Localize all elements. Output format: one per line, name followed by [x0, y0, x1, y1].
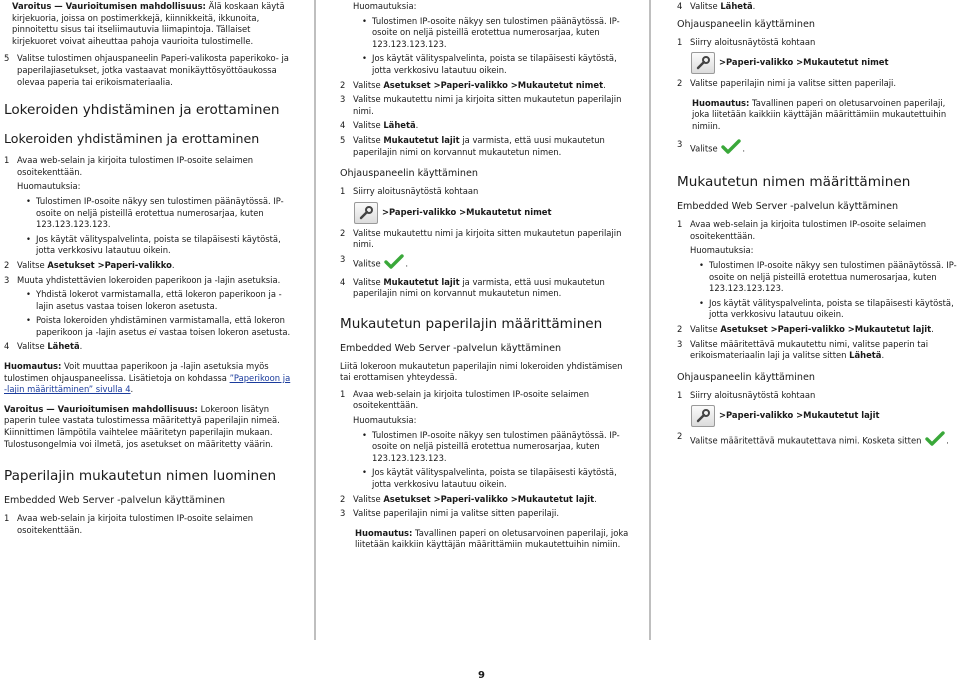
step-text-end: .: [931, 323, 934, 334]
step-text: Valitse: [353, 120, 384, 131]
menu-path: Asetukset >Paperi-valikko >Mukautetut lajit: [720, 323, 932, 334]
intro-text: Liitä lokeroon mukautetun paperilajin nimi lokeroiden yhdistämisen tai erottamisen yhteydessä.: [340, 360, 623, 383]
step-3: [677, 339, 957, 362]
menu-path: Asetukset >Paperi-valikko >Mukautetut lajit: [383, 493, 595, 504]
step-text: Valitse paperilajin nimi ja valitse sitten paperilaji.: [690, 78, 897, 89]
step-number: 5: [340, 134, 346, 145]
subheading-ews: Embedded Web Server -palvelun käyttäminen: [677, 201, 899, 213]
wrench-icon[interactable]: [691, 405, 715, 427]
step-text: Siirry aloitusnäytöstä kohtaan: [353, 186, 479, 197]
cross-reference-link[interactable]: ”Paperikoon ja -lajin määrittäminen” sivulla 4: [4, 372, 291, 395]
menu-label: Mukautetut lajit: [383, 134, 460, 145]
step-4: [677, 1, 957, 13]
step-text: Valitse: [353, 258, 381, 269]
note-bullet-proxy: • Jos käytät välityspalvelinta, poista se tilapäisesti käytöstä, jotta verkkosivu latautuu oikein.: [4, 234, 294, 257]
step-number: 1: [4, 155, 10, 166]
note-bullet-proxy: • Jos käytät välityspalvelinta, poista se tilapäisesti käytöstä, jotta verkkosivu latautuu oikein.: [340, 467, 630, 490]
step-2: [4, 260, 294, 272]
section-heading-custom-name: Paperilajin mukautetun nimen luominen: [4, 468, 277, 485]
step-text: Valitse: [353, 493, 384, 504]
step-text: Valitse määritettävä mukautettava nimi. Kosketa sitten: [690, 435, 922, 446]
step-number: 3: [340, 253, 346, 264]
notes-label: Huomautuksia:: [690, 245, 754, 256]
bullet-unlink-trays: [4, 315, 294, 338]
column-1: [4, 0, 294, 539]
column-divider-left: [314, 0, 316, 640]
step-1: [340, 186, 630, 198]
step-text: Siirry aloitusnäytöstä kohtaan: [690, 36, 816, 47]
step-text-end: ja varmista, että uusi mukautetun paperilajin nimi on korvannut mukautetun nimen.: [353, 134, 605, 157]
menu-path: >Paperi-valikko >Mukautetut nimet: [719, 57, 889, 68]
note-bullet-proxy: • Jos käytät välityspalvelinta, poista se tilapäisesti käytöstä, jotta verkkosivu latautuu oikein.: [677, 298, 957, 321]
caution-envelopes: [12, 1, 294, 47]
note-bullet-ip: • Tulostimen IP-osoite näkyy sen tulostimen päänäytössä. IP-osoite on neljä pisteillä erotettua numerosarjaa, kuten 123.123.123.123.: [340, 430, 630, 465]
checkmark-icon[interactable]: [924, 431, 946, 451]
step-number: 4: [4, 341, 10, 352]
step-number: 4: [677, 1, 683, 11]
step-2: [340, 80, 630, 92]
step-number: 1: [4, 513, 10, 524]
step-number: 4: [340, 120, 346, 131]
step-text: Valitse määritettävä mukautettu nimi, valitse paperin tai erikoismateriaalin laji ja valitse sitten: [690, 338, 929, 361]
note-text: Tavallinen paperi on oletusarvoinen paperilaji, joka liitetään kaikkiin käyttäjän määrittämiin mukautettuihin nimiin.: [692, 97, 947, 131]
step-text-end: .: [415, 120, 419, 131]
note-label: Huomautus:: [355, 527, 413, 538]
page-number: 9: [478, 670, 485, 681]
step-text: Valitse: [690, 323, 721, 334]
step-number: 2: [340, 227, 346, 238]
menu-path: >Paperi-valikko >Mukautetut lajit: [719, 410, 880, 421]
checkmark-icon[interactable]: [720, 139, 742, 159]
step-1: [677, 390, 957, 402]
submit-label: Lähetä: [47, 341, 80, 352]
notes-label: Huomautuksia:: [17, 181, 81, 192]
caution-text: Älä koskaan käytä kirjekuoria, joissa on postimerkkejä, kiinnikkeitä, ikkunoita, pinnoitettu sisus tai itseliimautuvia liimapintoja. Tällaiset kirjekuoret voivat aiheuttaa pahoja vaurioita tulostimelle.: [12, 1, 285, 46]
step-2: [340, 228, 630, 251]
menu-path-row: [340, 202, 630, 224]
step-4: [340, 120, 630, 132]
step-4: [340, 277, 630, 300]
step-text-end: .: [603, 79, 606, 90]
step-text: Valitse tulostimen ohjauspaneelin Paperi-valikosta paperikoko- ja paperilajiasetukset, jotka vastaavat monikäyttösyöttöaukossa olevaa paperia tai erikoismateriaalia.: [17, 53, 289, 87]
step-number: 1: [677, 389, 683, 400]
note-text: Voit muuttaa paperikoon ja -lajin asetuksia myös tulostimen ohjauspaneelissa. Lisätietoja on kohdassa: [4, 361, 269, 383]
step-1: [340, 389, 630, 412]
subheading-control-panel: Ohjauspaneelin käyttäminen: [677, 18, 815, 30]
section-heading-custom-name: Mukautetun nimen määrittäminen: [677, 174, 911, 191]
submit-label: Lähetä: [383, 120, 416, 131]
note-control-panel: [4, 361, 294, 396]
step-number: 1: [340, 388, 346, 399]
step-number: 1: [677, 219, 683, 230]
step-number: 2: [340, 79, 346, 90]
step-number: 2: [677, 323, 683, 334]
step-number: 3: [677, 138, 683, 149]
step-number: 2: [340, 493, 346, 504]
bullet-text: Poista lokeroiden yhdistäminen varmistamalla, että lokeron paperikoon ja -lajin asetus: [36, 315, 285, 337]
menu-path: >Paperi-valikko >Mukautetut nimet: [382, 206, 552, 217]
note-text: Tavallinen paperi on oletusarvoinen paperilaji, joka liitetään kaikkiin käyttäjän määrittämiin mukautettuihin nimiin.: [355, 527, 629, 550]
step-3: [340, 94, 630, 117]
step-text-end: .: [171, 259, 175, 270]
section-heading-assign-type: Mukautetun paperilajin määrittäminen: [340, 315, 603, 332]
submit-label: Lähetä: [849, 350, 882, 361]
step-text: Valitse: [17, 341, 48, 352]
step-4: [4, 341, 294, 353]
step-text: Avaa web-selain ja kirjoita tulostimen IP-osoite selaimen osoitekenttään.: [353, 388, 590, 411]
step-number: 3: [340, 508, 346, 519]
step-2: [677, 431, 957, 451]
step-text: Siirry aloitusnäytöstä kohtaan: [690, 389, 816, 400]
subheading-control-panel: Ohjauspaneelin käyttäminen: [340, 168, 478, 180]
wrench-icon[interactable]: [691, 52, 715, 74]
column-divider-right: [649, 0, 651, 640]
step-text: Valitse mukautettu nimi ja kirjoita sitten mukautetun paperilajin nimi.: [353, 227, 622, 250]
step-3: [340, 254, 630, 274]
step-3: [4, 275, 294, 287]
notes-label: Huomautuksia:: [353, 415, 417, 426]
step-text: Avaa web-selain ja kirjoita tulostimen IP-osoite selaimen osoitekenttään.: [690, 219, 927, 241]
subheading-ews: Embedded Web Server -palvelun käyttäminen: [4, 495, 226, 507]
step-number: 3: [340, 94, 346, 105]
step-3: [340, 508, 630, 520]
step-1: [677, 37, 957, 49]
step-text: Valitse: [353, 276, 384, 287]
wrench-icon[interactable]: [354, 202, 378, 224]
step-text: Valitse: [690, 1, 721, 11]
step-number: 2: [4, 259, 10, 270]
step-1: [677, 219, 957, 242]
step-text-end: .: [881, 350, 885, 361]
step-text-end: .: [752, 1, 756, 11]
step-text-end: .: [946, 435, 949, 446]
step-text-end: .: [405, 258, 409, 269]
step-text: Avaa web-selain ja kirjoita tulostimen IP-osoite selaimen osoitekenttään.: [17, 513, 254, 535]
subheading-control-panel: Ohjauspaneelin käyttäminen: [677, 371, 815, 383]
emphasis: ei: [148, 326, 157, 337]
step-text-end: .: [742, 142, 746, 153]
note-bullet-ip: • Tulostimen IP-osoite näkyy sen tulostimen päänäytössä. IP-osoite on neljä pisteillä erotettua numerosarjaa, kuten 123.123.123.123.: [677, 260, 957, 295]
checkmark-icon[interactable]: [383, 254, 405, 274]
note-plain-paper: [355, 528, 630, 551]
step-number: 2: [677, 78, 683, 89]
step-number: 3: [4, 274, 10, 285]
step-2: [677, 324, 957, 336]
menu-path: Asetukset >Paperi-valikko >Mukautetut nimet: [383, 79, 604, 90]
bullet-link-trays: • Yhdistä lokerot varmistamalla, että lokeron paperikoon ja -lajin asetus vastaa toisen lokeron asetusta.: [4, 289, 294, 312]
step-text: Valitse: [17, 259, 48, 270]
step-text: Muuta yhdistettävien lokeroiden paperikoon ja -lajin asetuksia.: [17, 274, 281, 285]
step-text-end: .: [79, 341, 83, 352]
menu-path-row: [677, 405, 957, 427]
column-2: [340, 0, 630, 557]
step-5: [340, 135, 630, 158]
step-text: Avaa web-selain ja kirjoita tulostimen IP-osoite selaimen osoitekenttään.: [17, 155, 254, 177]
step-number: 4: [340, 276, 346, 287]
menu-label: Mukautetut lajit: [383, 276, 460, 287]
subheading-ews: Embedded Web Server -palvelun käyttäminen: [340, 342, 562, 354]
step-text: Valitse: [353, 134, 384, 145]
caution-text: Lokeroon lisätyn paperin tulee vastata tulostimessa määritettyä paperilajin nimeä. Kiinnittimen lämpötila vaihtelee määritetyn paperilajin mukaan. Tulostusongelmia voi ilmetä, jos asetukset on määritetty väärin.: [4, 403, 280, 449]
caution-paper-type: [4, 404, 294, 450]
caution-label: Varoitus — Vaurioitumisen mahdollisuus:: [4, 403, 198, 414]
step-text-end: .: [594, 493, 597, 504]
step-text: Valitse paperilajin nimi ja valitse sitten paperilaji.: [353, 508, 560, 519]
step-2: [677, 78, 957, 90]
bullet-text-end: vastaa toisen lokeron asetusta.: [156, 326, 291, 337]
step-1: [4, 155, 294, 178]
step-number: 3: [677, 338, 683, 349]
step-number: 1: [677, 36, 683, 47]
step-3: [677, 139, 957, 159]
step-text: Valitse mukautettu nimi ja kirjoita sitten mukautetun paperilajin nimi.: [353, 94, 622, 116]
step-number: 5: [4, 53, 10, 64]
step-1: [4, 513, 294, 536]
column-3: [677, 0, 957, 454]
note-label: Huomautus:: [4, 361, 62, 372]
step-number: 1: [340, 186, 346, 197]
note-bullet-ip: • Tulostimen IP-osoite näkyy sen tulostimen päänäytössä. IP-osoite on neljä pisteillä erotettua numerosarjaa, kuten 123.123.123.123.: [340, 16, 630, 51]
note-bullet-proxy: • Jos käytät välityspalvelinta, poista se tilapäisesti käytöstä, jotta verkkosivu latautuu oikein.: [340, 53, 630, 76]
step-5: [4, 53, 294, 88]
step-number: 2: [677, 431, 683, 442]
note-end: .: [130, 384, 134, 395]
step-text: Valitse: [353, 79, 384, 90]
step-text: Valitse: [690, 142, 718, 153]
step-2: [340, 494, 630, 506]
caution-label: Varoitus — Vaurioitumisen mahdollisuus:: [12, 1, 206, 11]
notes-label: Huomautuksia:: [353, 1, 417, 11]
menu-path: Asetukset >Paperi-valikko: [47, 259, 172, 270]
note-bullet-ip: • Tulostimen IP-osoite näkyy sen tulostimen päänäytössä. IP-osoite on neljä pisteillä erotettua numerosarjaa, kuten 123.123.123.123.: [4, 196, 294, 231]
menu-path-row: [677, 52, 957, 74]
step-text-end: ja varmista, että uusi mukautetun paperilajin nimi on korvannut mukautetun nimen.: [353, 276, 605, 299]
subsection-heading-linking: Lokeroiden yhdistäminen ja erottaminen: [4, 131, 260, 147]
submit-label: Lähetä: [720, 1, 753, 11]
note-plain-paper: [692, 98, 957, 133]
note-label: Huomautus:: [692, 97, 750, 108]
section-heading-linking: Lokeroiden yhdistäminen ja erottaminen: [4, 102, 280, 119]
